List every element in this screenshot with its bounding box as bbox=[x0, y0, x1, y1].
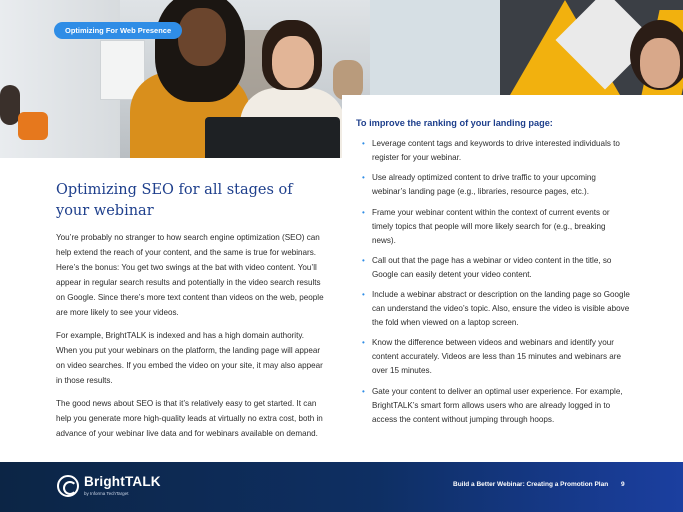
office-window bbox=[370, 0, 500, 95]
bullet-icon: • bbox=[362, 386, 365, 396]
body-paragraph: For example, BrightTALK is indexed and has a high domain authority. When you put your webinars on the platform, the landing page will appear on video searches. If you embed the video on your site, it may also appear in those results. bbox=[56, 331, 323, 385]
bullet-icon: • bbox=[362, 207, 365, 217]
list-item bbox=[356, 206, 631, 248]
list-item-text: Gate your content to deliver an optimal user experience. For example, BrightTALK’s smart form allows users who are already logged in to access the content without jumping through hoops. bbox=[372, 386, 623, 424]
brighttalk-logo bbox=[57, 474, 161, 497]
bullet-icon: • bbox=[362, 173, 365, 183]
bullet-icon: • bbox=[362, 255, 365, 265]
list-item-text: Frame your webinar content within the context of current events or timely topics that people will more likely search for (e.g., breaking news). bbox=[372, 207, 610, 245]
right-column bbox=[356, 118, 631, 433]
person-face bbox=[640, 38, 680, 88]
background-person bbox=[0, 85, 20, 125]
bullet-icon: • bbox=[362, 338, 365, 348]
woman-face bbox=[272, 36, 314, 88]
list-item-text: Leverage content tags and keywords to drive interested individuals to register for your webinar. bbox=[372, 139, 620, 162]
list-item bbox=[356, 137, 631, 165]
tips-list bbox=[356, 137, 631, 427]
list-item-text: Use already optimized content to drive traffic to your upcoming webinar’s landing page (e.g., libraries, resource pages, etc.). bbox=[372, 173, 596, 197]
bullet-icon: • bbox=[362, 139, 365, 148]
page-heading: Optimizing SEO for all stages of your webinar bbox=[56, 182, 293, 219]
body-paragraph: The good news about SEO is that it’s relatively easy to get started. It can help you generate more high-quality leads at virtually no extra cost, both in advance of your webinar live data and for webinars available on demand. bbox=[56, 399, 323, 438]
list-item bbox=[356, 288, 631, 330]
brighttalk-logo-icon bbox=[57, 475, 79, 497]
orange-chair bbox=[18, 112, 48, 140]
list-item bbox=[356, 254, 631, 282]
laptop bbox=[205, 117, 340, 158]
section-tag: Optimizing For Web Presence bbox=[54, 22, 182, 39]
list-item-text: Include a webinar abstract or description on the landing page so Google can understand the video’s topic. Also, ensure the video is visible above the fold when viewed on a laptop screen. bbox=[372, 290, 630, 328]
list-item bbox=[356, 171, 631, 199]
logo-byline: by Informa TechTarget bbox=[84, 491, 129, 496]
list-item-text: Call out that the page has a webinar or video content in the title, so Google can easily detent your video content. bbox=[372, 255, 612, 279]
woman-face bbox=[178, 8, 226, 66]
list-item bbox=[356, 336, 631, 378]
page-number: 9 bbox=[621, 481, 625, 488]
list-item-text: Know the difference between videos and webinars and identify your content accurately. Videos are less than 15 minutes and webinars are over 15 minutes. bbox=[372, 338, 621, 376]
bullet-icon: • bbox=[362, 290, 365, 300]
body-paragraph: You’re probably no stranger to how search engine optimization (SEO) can help extend the reach of your content, and the same is true for webinars. Here’s the bonus: You get two swings at the bat with video content. You’ll appear in regular search results and potentially in the video search results on Google. Since there’s more text content than videos on the web, people are more likely to see your videos. bbox=[56, 233, 324, 317]
list-heading: To improve the ranking of your landing page: bbox=[356, 118, 553, 128]
logo-name: BrightTALK bbox=[84, 474, 161, 489]
document-title: Build a Better Webinar: Creating a Promotion Plan bbox=[453, 481, 609, 488]
background-person bbox=[333, 60, 363, 100]
list-item bbox=[356, 385, 631, 427]
page-footer bbox=[0, 462, 683, 512]
left-column bbox=[56, 180, 326, 449]
